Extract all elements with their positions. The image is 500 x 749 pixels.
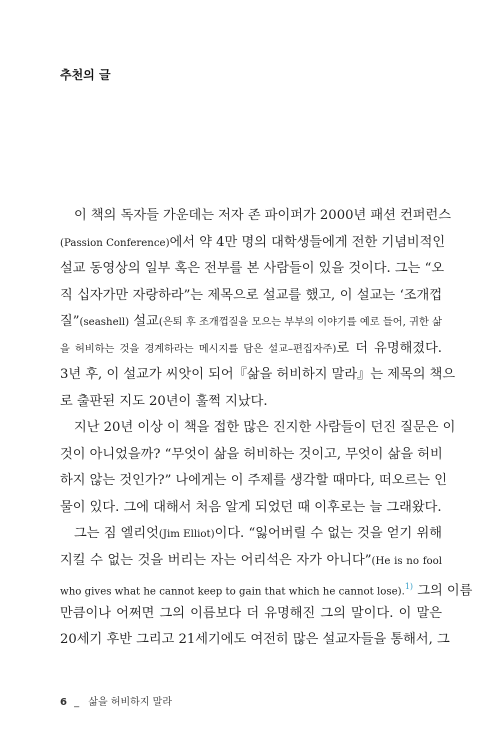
text-line <box>60 521 442 548</box>
text-span: 3년 후, 이 설교가 씨앗이 되어『삶을 허비하지 말라』는 제목의 책으 <box>60 367 456 382</box>
text-span: 것이 아니었을까? “무엇이 삶을 허비하는 것이고, 무엇이 삶을 허비 <box>60 446 443 462</box>
text-line <box>60 230 446 257</box>
text-line <box>60 336 442 363</box>
text-span: (Passion Conference) <box>60 237 170 249</box>
text-span: 에서 약 4만 명의 대학생들에게 전한 기념비적인 <box>169 234 446 250</box>
text-span: 직 십자가만 자랑하라”는 제목으로 설교를 했고, 이 설교는 ‘조개껍 <box>60 287 442 303</box>
body-text <box>60 203 473 654</box>
text-span: 설교 동영상의 일부 혹은 전부를 본 사람들이 있을 것이다. 그는 “오 <box>60 261 445 276</box>
page-number: 6 <box>60 697 67 708</box>
text-span: (seashell) <box>79 317 130 328</box>
text-line <box>60 495 442 522</box>
text-span: 물이 있다. 그에 대해서 처음 알게 되었던 때 이후로는 늘 그래왔다. <box>60 499 442 515</box>
text-span: (Jim Elliot) <box>158 529 215 540</box>
text-line <box>60 283 442 310</box>
text-line <box>60 203 452 230</box>
text-span: 만큼이나 어쩌면 그의 이름보다 더 유명해진 그의 말이다. 이 말은 <box>60 605 442 621</box>
text-span: (은퇴 후 조개껍질을 모으는 부부의 이야기를 예로 들어, 귀한 삶 <box>158 317 443 328</box>
text-line <box>60 415 456 442</box>
running-title: 삶을 허비하지 말라 <box>88 697 172 708</box>
text-line <box>60 468 447 495</box>
text-span: 20세기 후반 그리고 21세기에도 여전히 많은 설교자들을 통해서, 그 <box>60 632 450 647</box>
text-span: 로 더 유명해졌다. <box>336 340 442 356</box>
text-line <box>60 442 442 469</box>
text-span: 로 출판된 지도 20년이 훌쩍 지났다. <box>60 393 268 409</box>
text-span: 질” <box>60 314 80 329</box>
text-line <box>60 601 442 628</box>
text-span: 지난 20년 이상 이 책을 접한 많은 진지한 사람들이 던진 질문은 이 <box>74 420 456 435</box>
text-line <box>60 309 442 336</box>
footer-separator: _ <box>74 697 80 708</box>
text-span: who gives what he cannot keep to gain that which he cannot lose). <box>60 586 405 598</box>
footnote-marker: 1) <box>404 582 414 591</box>
text-span: 이 책의 독자들 가운데는 저자 존 파이퍼가 2000년 패션 컨퍼런스 <box>74 208 452 223</box>
text-span: 그의 이름 <box>413 583 473 599</box>
text-line <box>60 574 473 601</box>
text-line <box>60 627 450 654</box>
text-span: 그는 짐 엘리엇 <box>74 526 159 541</box>
text-span: (He is no fool <box>371 555 442 567</box>
text-line <box>60 548 442 575</box>
text-line <box>60 256 445 283</box>
text-span: 하지 않는 것인가?” 나에게는 이 주제를 생각할 때마다, 떠오르는 인 <box>60 473 447 488</box>
text-span: 설교 <box>129 314 159 329</box>
text-line <box>60 362 456 389</box>
text-line <box>60 389 442 416</box>
text-span: 을 허비하는 것을 경계하라는 메시지를 담은 설교–편집자주) <box>60 343 337 355</box>
text-span: 지킬 수 없는 것을 버리는 자는 어리석은 자가 아니다” <box>60 552 372 568</box>
page-footer <box>60 693 172 708</box>
section-title: 추천의 글 <box>60 68 111 82</box>
text-span: 이다. “잃어버릴 수 없는 것을 얻기 위해 <box>214 526 442 541</box>
